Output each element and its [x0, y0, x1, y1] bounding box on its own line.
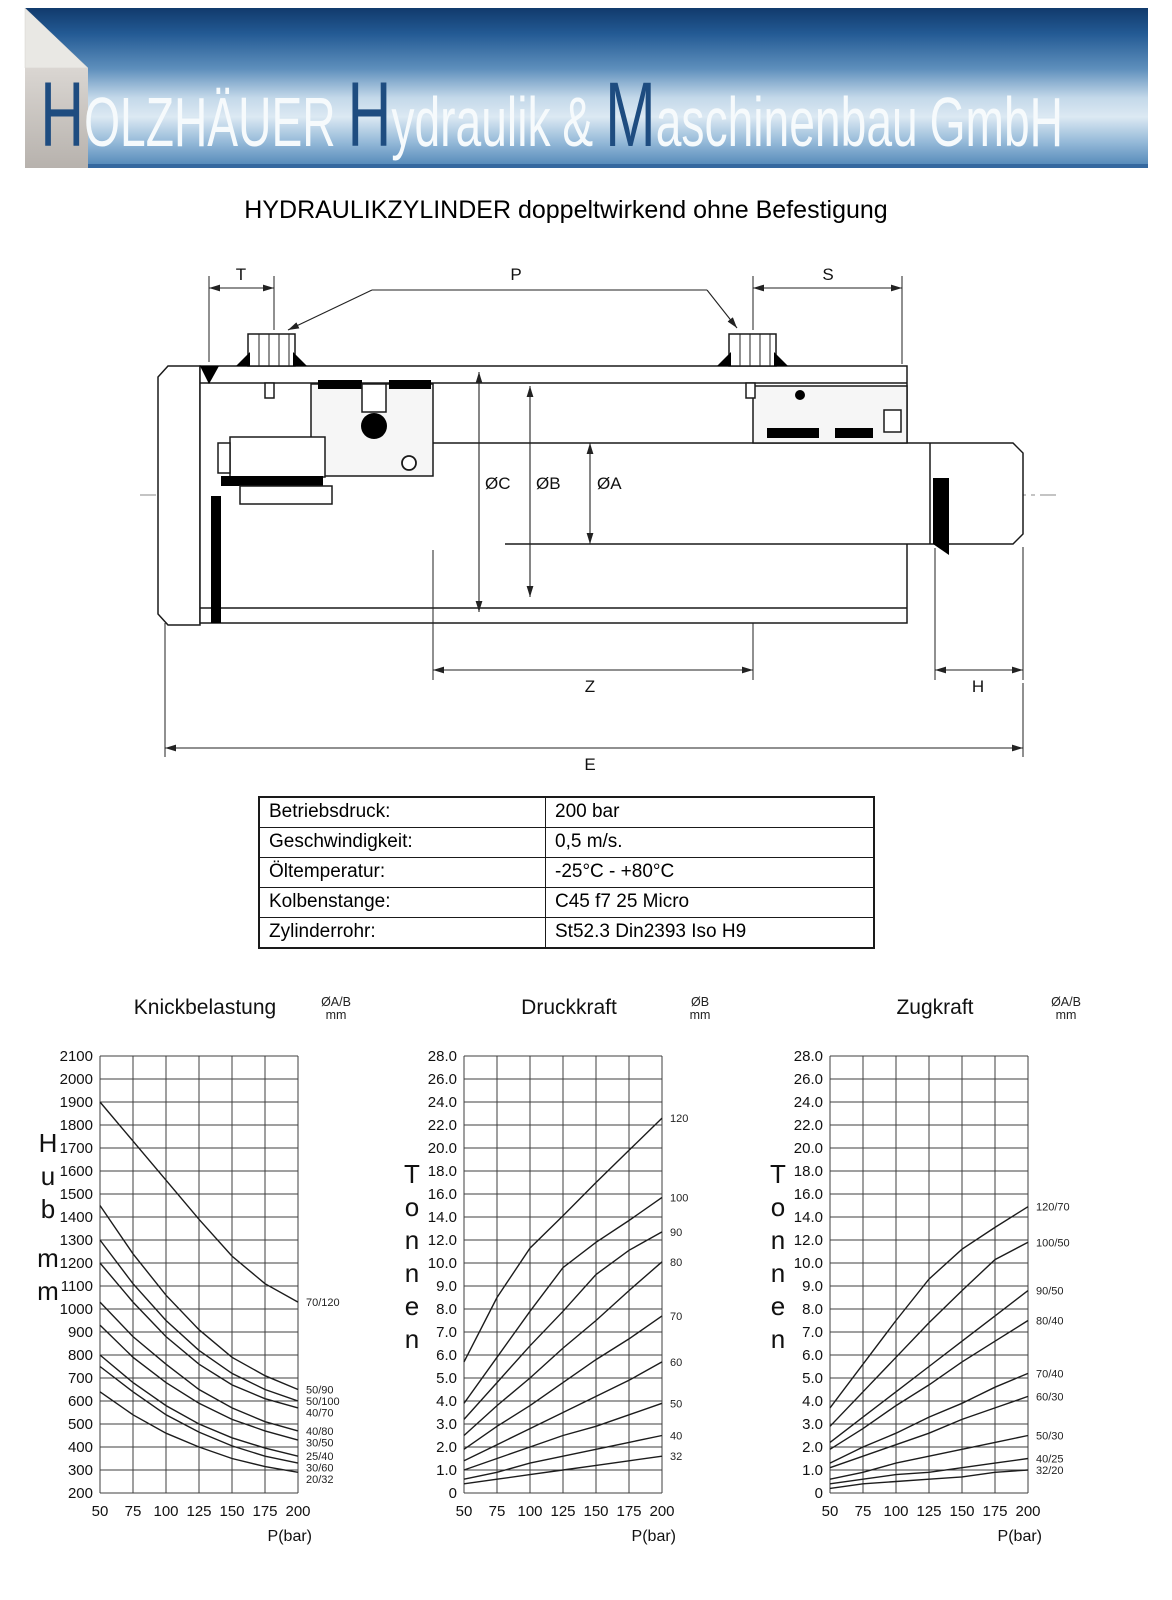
- table-row: [259, 918, 874, 949]
- y-tick-label: 6.0: [436, 1347, 457, 1364]
- x-tick-label: 50: [91, 1503, 109, 1520]
- y-tick-label: 1300: [59, 1232, 93, 1249]
- x-tick-label: 75: [488, 1503, 506, 1520]
- spec-table: [258, 796, 875, 949]
- y-tick-label: 7.0: [436, 1324, 457, 1341]
- y-tick-label: 500: [67, 1416, 93, 1433]
- gland-wiper: [884, 410, 901, 432]
- y-tick-label: 4.0: [802, 1393, 823, 1410]
- y-axis-label-char: T: [404, 1159, 420, 1189]
- x-axis-label: P(bar): [631, 1528, 676, 1545]
- y-axis-label-char: n: [404, 1324, 420, 1354]
- table-row: [259, 828, 874, 858]
- y-tick-label: 5.0: [802, 1370, 823, 1387]
- y-axis-label-char: n: [770, 1225, 786, 1255]
- y-tick-label: 1.0: [436, 1462, 457, 1479]
- spec-label: Öltemperatur:: [259, 858, 546, 888]
- curve-label: 32: [670, 1451, 683, 1464]
- y-tick-label: 1700: [59, 1140, 93, 1157]
- curve-label: 40/80: [306, 1425, 334, 1438]
- y-tick-label: 800: [67, 1347, 93, 1364]
- y-tick-label: 10.0: [427, 1255, 457, 1272]
- logo-word-1: OLZHÄUER: [84, 82, 336, 162]
- y-tick-label: 18.0: [793, 1163, 823, 1180]
- curve-label: 25/40: [306, 1451, 334, 1464]
- x-tick-label: 150: [949, 1503, 975, 1520]
- x-tick-label: 75: [124, 1503, 142, 1520]
- y-tick-label: 24.0: [793, 1094, 823, 1111]
- chart-knickbelastung: [28, 988, 383, 1563]
- y-tick-label: 4.0: [436, 1393, 457, 1410]
- cushion-step: [218, 443, 230, 473]
- curve-label: 50/30: [1036, 1430, 1064, 1443]
- y-tick-label: 1600: [59, 1163, 93, 1180]
- y-tick-label: 2.0: [436, 1439, 457, 1456]
- y-tick-label: 14.0: [793, 1209, 823, 1226]
- x-tick-label: 100: [517, 1503, 543, 1520]
- y-tick-label: 28.0: [793, 1048, 823, 1065]
- y-tick-label: 1500: [59, 1186, 93, 1203]
- x-tick-label: 200: [649, 1503, 675, 1520]
- curve-label: 50/90: [306, 1384, 334, 1397]
- y-tick-label: 9.0: [436, 1278, 457, 1295]
- x-tick-label: 200: [1015, 1503, 1041, 1520]
- table-row: [259, 797, 874, 828]
- dim-label-e: E: [584, 755, 596, 774]
- curve-label: 100/50: [1036, 1237, 1070, 1250]
- y-axis-label-char: e: [404, 1291, 420, 1321]
- y-tick-label: 2100: [59, 1048, 93, 1065]
- y-axis-label-char: n: [770, 1324, 786, 1354]
- y-axis-label-char: b: [40, 1194, 56, 1224]
- curve-label: 40/25: [1036, 1453, 1064, 1466]
- dim-label-dc: ØC: [485, 474, 511, 493]
- y-tick-label: 14.0: [427, 1209, 457, 1226]
- curve-label: 100: [670, 1192, 689, 1205]
- y-axis-label-char: m: [37, 1243, 59, 1273]
- table-row: [259, 888, 874, 918]
- y-tick-label: 600: [67, 1393, 93, 1410]
- chart-zugkraft: [758, 988, 1113, 1563]
- spec-label: Betriebsdruck:: [259, 797, 546, 828]
- chart-title: Knickbelastung: [133, 996, 277, 1019]
- curve-label: 30/60: [306, 1462, 334, 1475]
- y-tick-label: 400: [67, 1439, 93, 1456]
- gland-seal-1: [767, 428, 819, 438]
- y-tick-label: 2000: [59, 1071, 93, 1088]
- y-tick-label: 900: [67, 1324, 93, 1341]
- curve-label: 40/70: [306, 1407, 334, 1420]
- y-axis-label-char: e: [770, 1291, 786, 1321]
- dim-label-t: T: [235, 265, 247, 284]
- spec-value: 0,5 m/s.: [546, 828, 875, 858]
- x-tick-label: 200: [285, 1503, 311, 1520]
- curve-label: 80/40: [1036, 1315, 1064, 1328]
- logo-suffix: GmbH: [929, 82, 1064, 162]
- curve-label: 50: [670, 1398, 683, 1411]
- y-tick-label: 12.0: [793, 1232, 823, 1249]
- y-tick-label: 0: [448, 1485, 457, 1502]
- cushion-block: [230, 437, 325, 477]
- y-tick-label: 1800: [59, 1117, 93, 1134]
- y-tick-label: 6.0: [802, 1347, 823, 1364]
- y-axis-label-char: n: [770, 1258, 786, 1288]
- y-tick-label: 26.0: [427, 1071, 457, 1088]
- y-tick-label: 26.0: [793, 1071, 823, 1088]
- chart-druckkraft: [392, 988, 747, 1563]
- unit-header: mm: [689, 1008, 711, 1022]
- left-seal-bar: [211, 496, 221, 623]
- logo-big-h2: H: [347, 62, 392, 167]
- x-tick-label: 50: [821, 1503, 839, 1520]
- curve-label: 70: [670, 1310, 683, 1323]
- y-tick-label: 16.0: [427, 1186, 457, 1203]
- y-tick-label: 8.0: [802, 1301, 823, 1318]
- x-tick-label: 100: [153, 1503, 179, 1520]
- curve-label: 90/50: [1036, 1285, 1064, 1298]
- curve-label: 60: [670, 1356, 683, 1369]
- y-tick-label: 1100: [60, 1278, 93, 1295]
- curve-label: 120: [670, 1113, 689, 1126]
- y-tick-label: 18.0: [427, 1163, 457, 1180]
- spec-label: Zylinderrohr:: [259, 918, 546, 949]
- y-axis-label-char: T: [770, 1159, 786, 1189]
- piston-oring: [402, 456, 416, 470]
- spec-value: 200 bar: [546, 797, 875, 828]
- unit-header: mm: [1055, 1008, 1077, 1022]
- y-axis-label-char: u: [40, 1161, 56, 1191]
- curve-label: 30/50: [306, 1437, 334, 1450]
- x-tick-label: 175: [982, 1503, 1008, 1520]
- x-tick-label: 50: [455, 1503, 473, 1520]
- y-tick-label: 1400: [59, 1209, 93, 1226]
- y-tick-label: 1900: [59, 1094, 93, 1111]
- y-axis-label-char: n: [404, 1225, 420, 1255]
- chart-title: Zugkraft: [896, 996, 974, 1019]
- y-tick-label: 24.0: [427, 1094, 457, 1111]
- gland-oring: [795, 390, 805, 400]
- cushion-lower-step: [240, 486, 332, 504]
- logo-word-3: aschinenbau: [655, 82, 918, 162]
- x-tick-label: 150: [219, 1503, 245, 1520]
- y-tick-label: 3.0: [802, 1416, 823, 1433]
- spec-value: St52.3 Din2393 Iso H9: [546, 918, 875, 949]
- x-tick-label: 75: [854, 1503, 872, 1520]
- spec-label: Geschwindigkeit:: [259, 828, 546, 858]
- curve-label: 32/20: [1036, 1465, 1064, 1477]
- y-axis-label-char: H: [38, 1128, 58, 1158]
- gland-seal-2: [835, 428, 873, 438]
- unit-header: ØA/B: [321, 995, 351, 1009]
- y-tick-label: 10.0: [793, 1255, 823, 1272]
- piston-seal-2: [389, 380, 431, 389]
- logo-word-2: ydraulik: [391, 82, 551, 162]
- curve-label: 120/70: [1036, 1201, 1070, 1214]
- logo-ampersand: &: [562, 82, 594, 162]
- y-tick-label: 7.0: [802, 1324, 823, 1341]
- dim-label-da: ØA: [597, 474, 622, 493]
- spec-value: C45 f7 25 Micro: [546, 888, 875, 918]
- y-tick-label: 22.0: [793, 1117, 823, 1134]
- cylinder-left-cap: [158, 366, 200, 625]
- y-tick-label: 5.0: [436, 1370, 457, 1387]
- dim-label-h: H: [971, 677, 985, 696]
- curve-label: 20/32: [306, 1474, 334, 1487]
- x-axis-label: P(bar): [997, 1528, 1042, 1545]
- x-tick-label: 150: [583, 1503, 609, 1520]
- page-title: HYDRAULIKZYLINDER doppeltwirkend ohne Befestigung: [244, 196, 888, 224]
- curve-label: 40: [670, 1430, 683, 1443]
- x-tick-label: 100: [883, 1503, 909, 1520]
- y-tick-label: 1000: [59, 1301, 93, 1318]
- y-tick-label: 8.0: [436, 1301, 457, 1318]
- x-tick-label: 175: [616, 1503, 642, 1520]
- banner-bottom-edge: [25, 164, 1148, 168]
- x-tick-label: 125: [916, 1503, 942, 1520]
- curve-label: 50/100: [306, 1396, 340, 1408]
- cushion-seal: [221, 476, 323, 486]
- logo-big-h1: H: [40, 62, 85, 167]
- y-tick-label: 700: [67, 1370, 93, 1387]
- table-row: [259, 858, 874, 888]
- rod-seal-wedge: [933, 478, 949, 555]
- y-tick-label: 300: [67, 1462, 93, 1479]
- dim-label-p: P: [510, 265, 522, 284]
- curve-label: 80: [670, 1256, 683, 1269]
- piston-bolt-stem: [362, 384, 386, 412]
- dim-label-db: ØB: [536, 474, 561, 493]
- spec-label: Kolbenstange:: [259, 888, 546, 918]
- dim-label-z: Z: [584, 677, 596, 696]
- technical-drawing: [0, 240, 1172, 800]
- y-tick-label: 1200: [59, 1255, 93, 1272]
- x-tick-label: 175: [252, 1503, 278, 1520]
- y-axis-label-char: n: [404, 1258, 420, 1288]
- unit-header: mm: [325, 1008, 347, 1022]
- curve-label: 70/120: [306, 1297, 340, 1310]
- y-tick-label: 2.0: [802, 1439, 823, 1456]
- curve-label: 90: [670, 1226, 683, 1239]
- curve-label: 70/40: [1036, 1368, 1064, 1381]
- unit-header: ØB: [690, 995, 710, 1009]
- piston-seal-1: [318, 380, 362, 389]
- x-axis-label: P(bar): [267, 1528, 312, 1545]
- dim-label-s: S: [822, 265, 834, 284]
- company-logo-banner: [0, 0, 1172, 180]
- y-tick-label: 9.0: [802, 1278, 823, 1295]
- y-tick-label: 16.0: [793, 1186, 823, 1203]
- y-axis-label-char: o: [404, 1192, 420, 1222]
- y-tick-label: 12.0: [427, 1232, 457, 1249]
- x-tick-label: 125: [186, 1503, 212, 1520]
- y-tick-label: 1.0: [802, 1462, 823, 1479]
- piston-bolt-head: [361, 413, 387, 439]
- logo-big-m: M: [605, 62, 656, 167]
- curve-label: 60/30: [1036, 1391, 1064, 1404]
- chart-title: Druckkraft: [521, 996, 617, 1019]
- y-tick-label: 0: [814, 1485, 823, 1502]
- spec-value: -25°C - +80°C: [546, 858, 875, 888]
- y-tick-label: 200: [67, 1485, 93, 1502]
- y-tick-label: 20.0: [427, 1140, 457, 1157]
- y-axis-label-char: m: [37, 1276, 59, 1306]
- y-tick-label: 20.0: [793, 1140, 823, 1157]
- unit-header: ØA/B: [1051, 995, 1081, 1009]
- y-axis-label-char: o: [770, 1192, 786, 1222]
- y-tick-label: 3.0: [436, 1416, 457, 1433]
- x-tick-label: 125: [550, 1503, 576, 1520]
- y-tick-label: 22.0: [427, 1117, 457, 1134]
- y-tick-label: 28.0: [427, 1048, 457, 1065]
